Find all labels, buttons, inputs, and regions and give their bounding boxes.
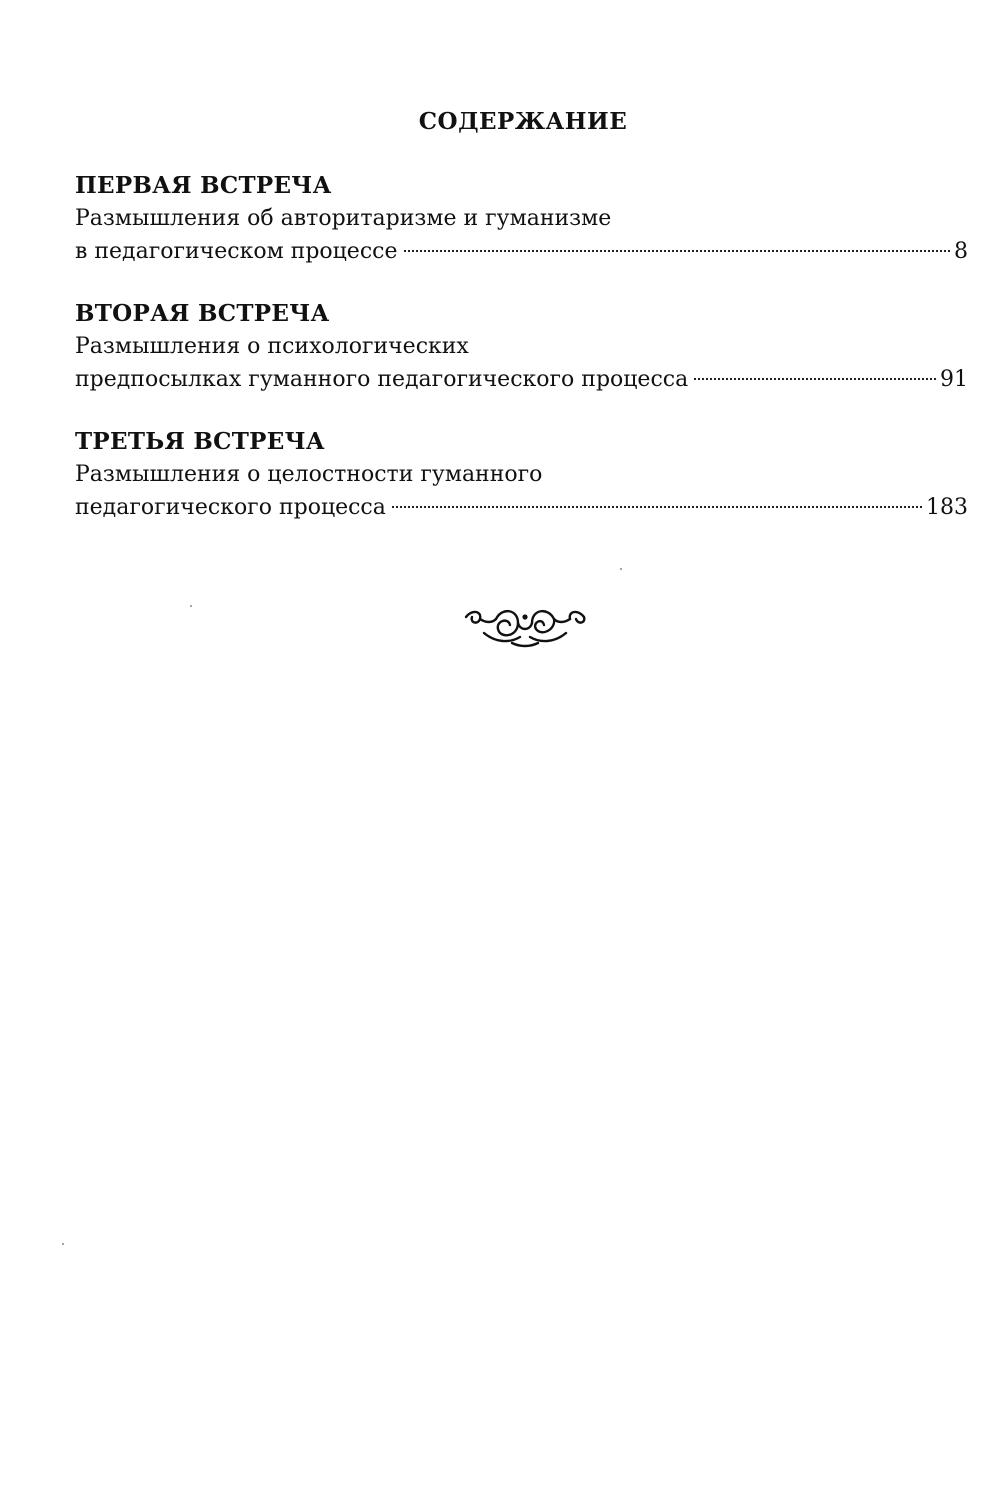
page-number: 8 bbox=[954, 239, 968, 264]
decorative-flourish-icon bbox=[462, 603, 588, 649]
entry-title-last-line bbox=[75, 235, 968, 268]
entry-title-line: Размышления о целостности гуманного bbox=[75, 462, 543, 487]
dot-leader bbox=[694, 378, 936, 380]
entry-title-last-line bbox=[75, 363, 968, 396]
toc-section-third-meeting bbox=[75, 426, 968, 524]
entry-title-text: предпосылках гуманного педагогического процесса bbox=[75, 367, 689, 392]
dot-leader bbox=[392, 506, 922, 508]
toc-section-first-meeting bbox=[75, 170, 968, 268]
entry-title-text: в педагогическом процессе bbox=[75, 239, 398, 264]
section-heading: ВТОРАЯ ВСТРЕЧА bbox=[75, 300, 330, 327]
page-number: 91 bbox=[940, 367, 968, 392]
toc-section-second-meeting bbox=[75, 298, 968, 396]
entry-title-last-line bbox=[75, 491, 968, 524]
entry-title-line: Размышления о психологических bbox=[75, 334, 469, 359]
section-heading: ТРЕТЬЯ ВСТРЕЧА bbox=[75, 428, 325, 455]
entry-title-line: Размышления об авторитаризме и гуманизме bbox=[75, 206, 612, 231]
table-of-contents bbox=[75, 170, 968, 554]
dot-leader bbox=[404, 250, 951, 252]
entry-title-text: педагогического процесса bbox=[75, 495, 386, 520]
page-number: 183 bbox=[926, 495, 968, 520]
section-heading: ПЕРВАЯ ВСТРЕЧА bbox=[75, 172, 332, 199]
paper-speck bbox=[620, 568, 622, 570]
paper-speck bbox=[190, 605, 192, 607]
toc-title: СОДЕРЖАНИЕ bbox=[418, 108, 628, 135]
paper-speck bbox=[62, 1243, 64, 1245]
